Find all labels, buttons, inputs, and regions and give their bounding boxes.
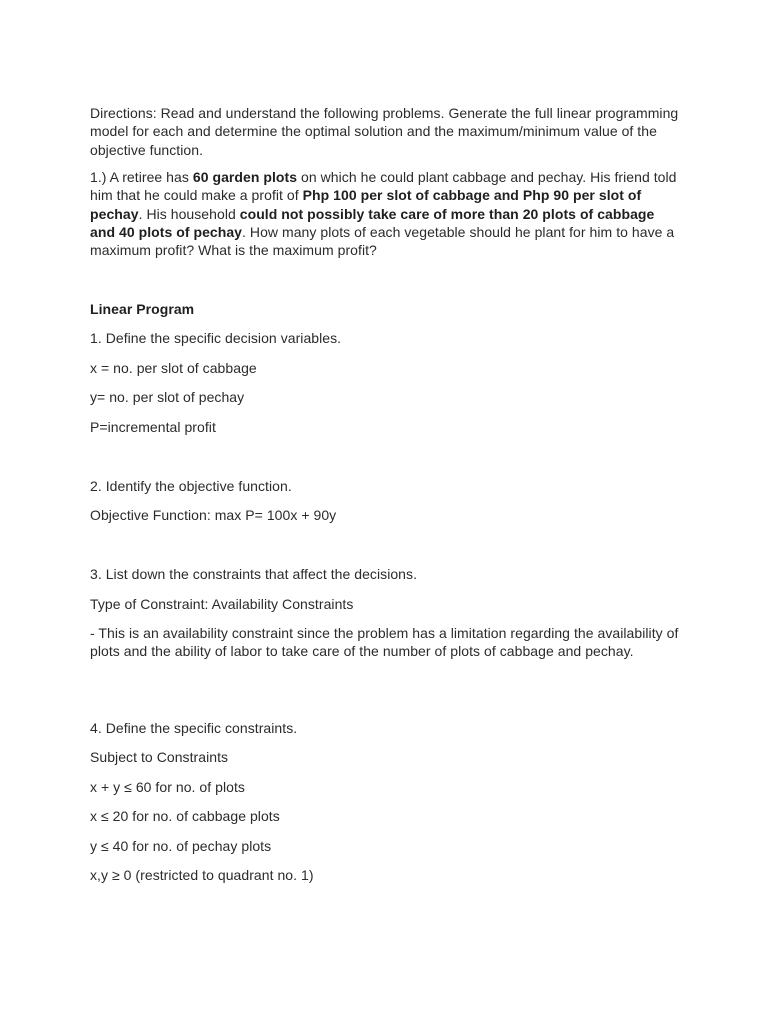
problem-paragraph: [90, 168, 680, 259]
objective-function: Objective Function: max P= 100x + 90y: [90, 507, 337, 523]
variable-p: P=incremental profit: [90, 419, 216, 435]
constraint-pechay-plots: y ≤ 40 for no. of pechay plots: [90, 838, 272, 854]
subject-to-constraints: Subject to Constraints: [90, 749, 229, 765]
problem-text: . How many plots of each vegetable should he plant for him to have a maximum profit? What is the maximum profit?: [90, 223, 675, 259]
problem-text: . His household: [138, 205, 240, 222]
problem-text: on which he could plant cabbage and pechay. His friend told him that he could make a profit of: [90, 169, 677, 204]
problem-bold-profit: Php 100 per slot of cabbage and Php 90 per slot of pechay: [90, 187, 642, 222]
problem-text: 1.) A retiree has: [90, 169, 193, 185]
problem-bold-plots: 60 garden plots: [192, 169, 298, 185]
constraint-nonnegativity: x,y ≥ 0 (restricted to quadrant no. 1): [90, 867, 314, 883]
step4-heading: 4. Define the specific constraints.: [90, 720, 298, 736]
step2-heading: 2. Identify the objective function.: [90, 478, 292, 494]
step1-heading: 1. Define the specific decision variables.: [90, 330, 342, 346]
problem-bold-limit: could not possibly take care of more than 20 plots of cabbage and 40 plots of pechay: [90, 205, 655, 240]
constraint-cabbage-plots: x ≤ 20 for no. of cabbage plots: [90, 808, 280, 824]
directions-paragraph: Directions: Read and understand the following problems. Generate the full linear programming model for each and determine the optimal solution and the maximum/minimum value of the objective function.: [90, 105, 679, 158]
constraint-total-plots: x + y ≤ 60 for no. of plots: [90, 779, 245, 795]
constraint-type: Type of Constraint: Availability Constraints: [90, 596, 354, 612]
step3-heading: 3. List down the constraints that affect the decisions.: [90, 566, 418, 582]
variable-x: x = no. per slot of cabbage: [90, 360, 257, 376]
variable-y: y= no. per slot of pechay: [90, 389, 245, 405]
linear-program-heading: Linear Program: [90, 301, 195, 317]
constraint-explanation: - This is an availability constraint since the problem has a limitation regarding the availability of plots and the ability of labor to take care of the number of plots of cabbage and pechay.: [90, 625, 679, 660]
